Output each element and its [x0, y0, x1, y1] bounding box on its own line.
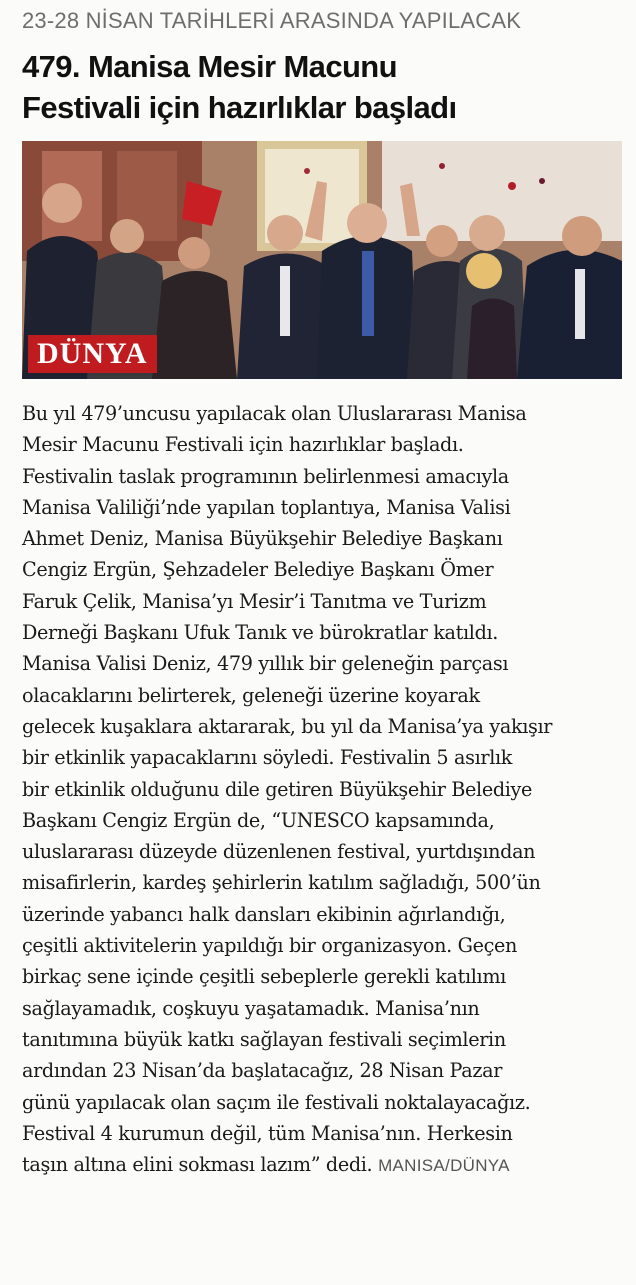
article-line: günü yapılacak olan saçım ile festivali noktalayacağız.: [22, 1090, 531, 1114]
article-line: sağlayamadık, coşkuyu yaşatamadık. Manisa’nın: [22, 996, 480, 1020]
headline-line: 479. Manisa Mesir Macunu: [22, 49, 397, 84]
article-last-line: [22, 1149, 622, 1181]
source-badge: DÜNYA: [28, 335, 157, 373]
article-closing-text: taşın altına elini sokması lazım” dedi.: [22, 1153, 373, 1177]
article-line: Faruk Çelik, Manisa’yı Mesir’i Tanıtma ve Turizm: [22, 589, 487, 613]
article-line: çeşitli aktivitelerin yapıldığı bir organizasyon. Geçen: [22, 934, 518, 958]
article-line: uluslararası düzeyde düzenlenen festival, yurtdışından: [22, 840, 536, 864]
article-line: Başkanı Cengiz Ergün de, “UNESCO kapsamında,: [22, 808, 495, 832]
article-line: ardından 23 Nisan’da başlatacağız, 28 Nisan Pazar: [22, 1059, 503, 1083]
article-line: Bu yıl 479’uncusu yapılacak olan Uluslararası Manisa: [22, 402, 527, 425]
article-line: Cengiz Ergün, Şehzadeler Belediye Başkanı Ömer: [22, 558, 494, 582]
article-line: Ahmet Deniz, Manisa Büyükşehir Belediye Başkanı: [22, 527, 503, 551]
article-line: birkaç sene içinde çeşitli sebeplerle gerekli katılımı: [22, 965, 506, 989]
article-line: Festival 4 kurumun değil, tüm Manisa’nın. Herkesin: [22, 1121, 513, 1145]
article-line: Festivalin taslak programının belirlenmesi amacıyla: [22, 464, 509, 488]
article-line: üzerinde yabancı halk dansları ekibinin ağırlandığı,: [22, 902, 506, 926]
article-line: Manisa Valiliği’nde yapılan toplantıya, Manisa Valisi: [22, 495, 511, 519]
article-line: tanıtımına büyük katkı sağlayan festivali seçimlerin: [22, 1027, 506, 1051]
byline: MANISA/DÜNYA: [378, 1156, 510, 1176]
headline: [22, 46, 622, 128]
article-line: Mesir Macunu Festivali için hazırlıklar başladı.: [22, 433, 464, 457]
article-line: bir etkinlik yapacaklarını söyledi. Festivalin 5 asırlık: [22, 746, 513, 770]
article-body: [22, 398, 622, 1181]
article-line: gelecek kuşaklara aktararak, bu yıl da Manisa’ya yakışır: [22, 714, 553, 738]
article-line: Derneği Başkanı Ufuk Tanık ve bürokratlar katıldı.: [22, 621, 499, 645]
article-line: bir etkinlik olduğunu dile getiren Büyükşehir Belediye: [22, 777, 533, 801]
news-photo: [22, 141, 622, 379]
headline-line: Festivali için hazırlıklar başladı: [22, 90, 457, 125]
kicker: 23-28 NİSAN TARİHLERİ ARASINDA YAPILACAK: [22, 8, 522, 33]
article-line: Manisa Valisi Deniz, 479 yıllık bir geleneğin parçası: [22, 652, 509, 676]
article-line: olacaklarını belirterek, geleneği üzerine koyarak: [22, 683, 480, 707]
article-line: misafirlerin, kardeş şehirlerin katılım sağladığı, 500’ün: [22, 871, 541, 895]
